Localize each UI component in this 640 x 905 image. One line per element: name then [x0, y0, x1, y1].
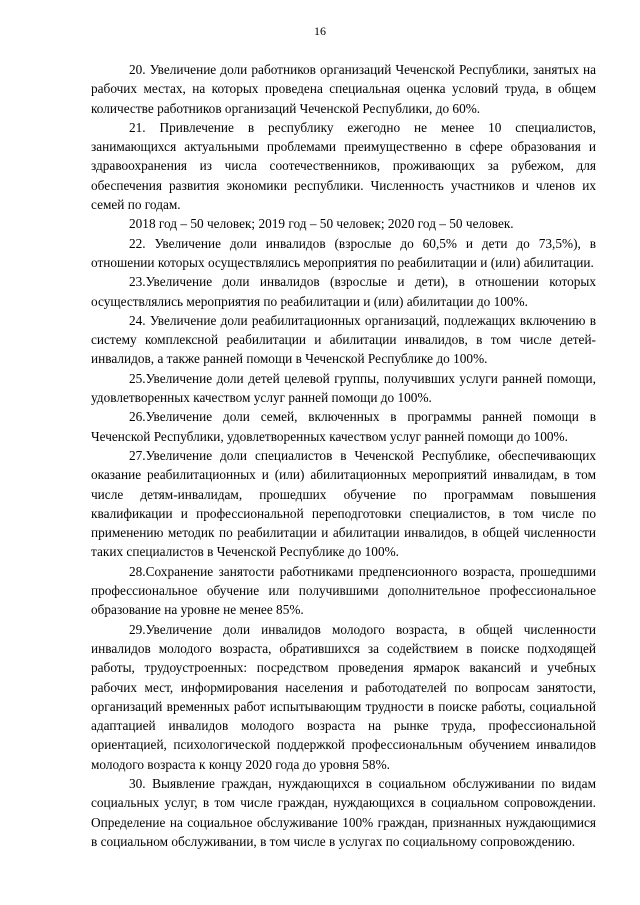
paragraph-22: 22. Увеличение доли инвалидов (взрослые до 60,5% и дети до 73,5%), в отношении которых осуществлялись мероприятия по реабилитации и (или) абилитации.: [91, 235, 596, 270]
paragraph-27: 27.Увеличение доли специалистов в Чеченской Республике, обеспечивающих оказание реабилитационных и (или) абилитационных мероприятий инвалидам, в том числе детям-инвалидам, прошедших обучение по программам повышения квалификации и профессиональной переподготовки специалистов, в том числе по применению методик по реабилитации и абилитации инвалидов, в общей численности таких специалистов в Чеченской Республике до 100%.: [91, 447, 596, 560]
paragraph-21: 21. Привлечение в республику ежегодно не менее 10 специалистов, занимающихся актуальными проблемами преимущественно в сфере образования и здравоохранения из числа соотечественников, проживающих за рубежом, для обеспечения развития экономики республики. Численность участников и членов их семей по годам.: [91, 119, 596, 213]
paragraph-20: 20. Увеличение доли работников организаций Чеченской Республики, занятых на рабочих местах, на которых проведена специальная оценка условий труда, в общем количестве работников организаций Чеченской Республики, до 60%.: [91, 62, 596, 116]
document-body: [91, 60, 596, 851]
paragraph-21-figures: 2018 год – 50 человек; 2019 год – 50 человек; 2020 год – 50 человек.: [129, 216, 514, 232]
paragraph-30: 30. Выявление граждан, нуждающихся в социальном обслуживании по видам социальных услуг, в том числе граждан, нуждающихся в социальном сопровождении. Определение на социальное обслуживание 100% граждан, признанных нуждающимися в социальном обслуживании, в том числе в услугах по социальному сопровождению.: [91, 775, 596, 849]
paragraph-28: 28.Сохранение занятости работниками предпенсионного возраста, прошедшими профессиональное обучение или получившими дополнительное профессиональное образование на уровне не менее 85%.: [91, 563, 596, 618]
page-number: 16: [314, 24, 326, 38]
paragraph-23: 23.Увеличение доли инвалидов (взрослые и дети), в отношении которых осуществлялись мероприятия по реабилитации и (или) абилитации до 100%.: [91, 274, 596, 309]
paragraph-29: 29.Увеличение доли инвалидов молодого возраста, в общей численности инвалидов молодого возраста, обратившихся за содействием в поиске подходящей работы, трудоустроенных: посредством проведения ярмарок вакансий и учебных рабочих мест, информирования населения и работодателей по вопросам занятости, организаций временных работ испытывающим трудности в поиске работы, социальной адаптацией инвалидов молодого возраста на рынке труда, профессиональной ориентацией, психологической поддержкой профессиональным обучением инвалидов молодого возраста к концу 2020 года до уровня 58%.: [91, 621, 596, 772]
paragraph-26: 26.Увеличение доли семей, включенных в программы ранней помощи в Чеченской Республики, удовлетворенных качеством услуг ранней помощи до 100%.: [91, 409, 596, 444]
paragraph-24: 24. Увеличение доли реабилитационных организаций, подлежащих включению в систему комплексной реабилитации и абилитации инвалидов, в том числе детей-инвалидов, а также ранней помощи в Чеченской Республике до 100%.: [91, 312, 596, 367]
paragraph-25: 25.Увеличение доли детей целевой группы, получивших услуги ранней помощи, удовлетворенных качеством услуг ранней помощи до 100%.: [91, 370, 596, 406]
